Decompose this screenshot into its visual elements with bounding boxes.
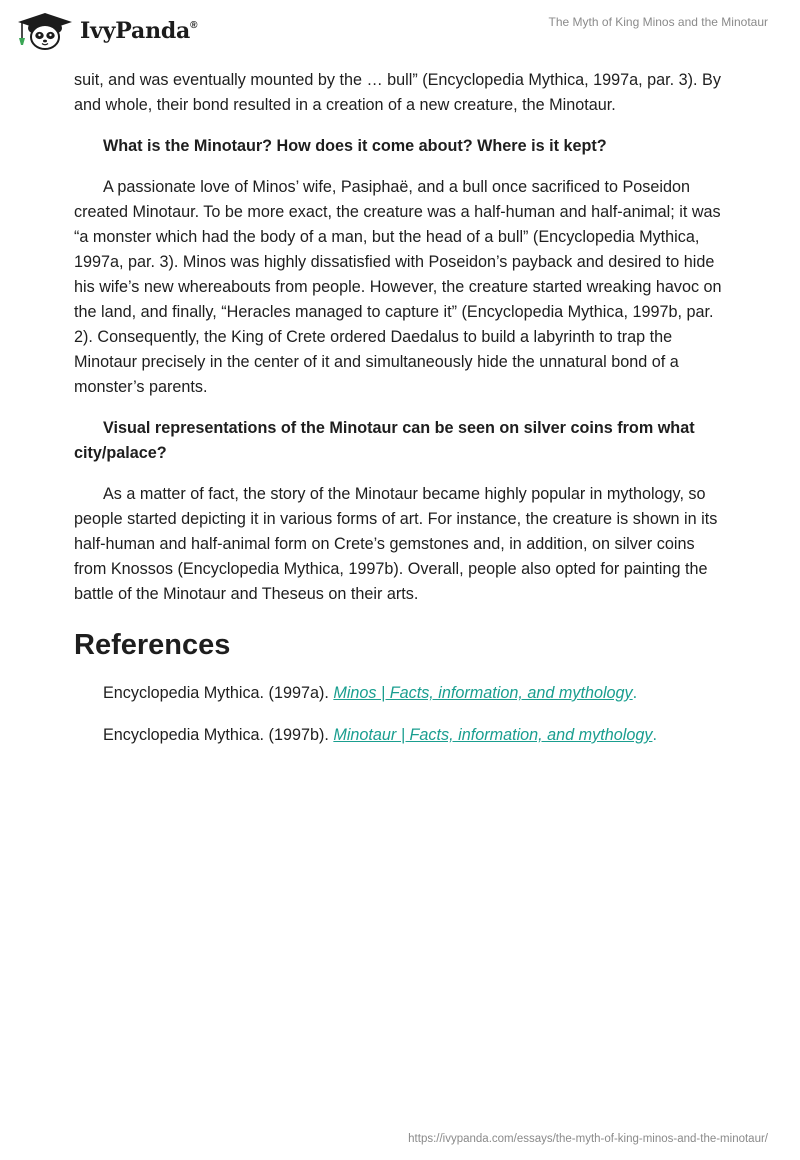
footer-url[interactable]: https://ivypanda.com/essays/the-myth-of-king-minos-and-the-minotaur/ xyxy=(408,1133,768,1145)
paragraph-continuation: suit, and was eventually mounted by the … bull” (Encyclopedia Mythica, 1997a, par. 3). By and whole, their bond resulted in a creation of a new creature, the Minotaur. xyxy=(74,71,721,114)
references-heading: References xyxy=(74,629,231,661)
question-heading-coins: Visual representations of the Minotaur can be seen on silver coins from what city/palace? xyxy=(74,419,695,462)
reference-link-minos[interactable]: Minos | Facts, information, and mythology xyxy=(333,684,633,702)
essay-content xyxy=(74,68,726,748)
panda-graduate-icon xyxy=(14,10,76,50)
paragraph-art: As a matter of fact, the story of the Minotaur became highly popular in mythology, so people started depicting it in various forms of art. For instance, the creature is shown in its half-human and half-animal form on Crete’s gemstones and, in addition, on silver coins from Knossos (Encyclopedia Mythica, 1997b). Overall, people also opted for painting the battle of the Minotaur and Theseus on their arts. xyxy=(74,485,718,603)
paragraph-minotaur: A passionate love of Minos’ wife, Pasiphaë, and a bull once sacrificed to Poseidon created Minotaur. To be more exact, the creature was a half-human and half-animal; it was “a monster which had the body of a man, but the head of a bull” (Encyclopedia Mythica, 1997a, par. 3). Minos was highly dissatisfied with Poseidon’s payback and desired to hide his wife’s new whereabouts from people. However, the creature started wreaking havoc on the land, and finally, “Heracles managed to capture it” (Encyclopedia Mythica, 1997b, par. 2). Consequently, the King of Crete ordered Daedalus to build a labyrinth to trap the Minotaur precisely in the center of it and simultaneously hide the unnatural bond of a monster’s parents. xyxy=(74,178,722,396)
brand-logo[interactable] xyxy=(14,10,197,50)
reference-item: Encyclopedia Mythica. (1997b). Minotaur | Facts, information, and mythology. xyxy=(103,726,657,744)
document-title: The Myth of King Minos and the Minotaur xyxy=(548,15,768,29)
reference-item: Encyclopedia Mythica. (1997a). Minos | Facts, information, and mythology. xyxy=(103,684,638,702)
reference-link-minotaur[interactable]: Minotaur | Facts, information, and mythology xyxy=(333,726,653,744)
brand-name: IvyPanda® xyxy=(80,18,198,44)
question-heading-minotaur: What is the Minotaur? How does it come about? Where is it kept? xyxy=(103,137,607,155)
